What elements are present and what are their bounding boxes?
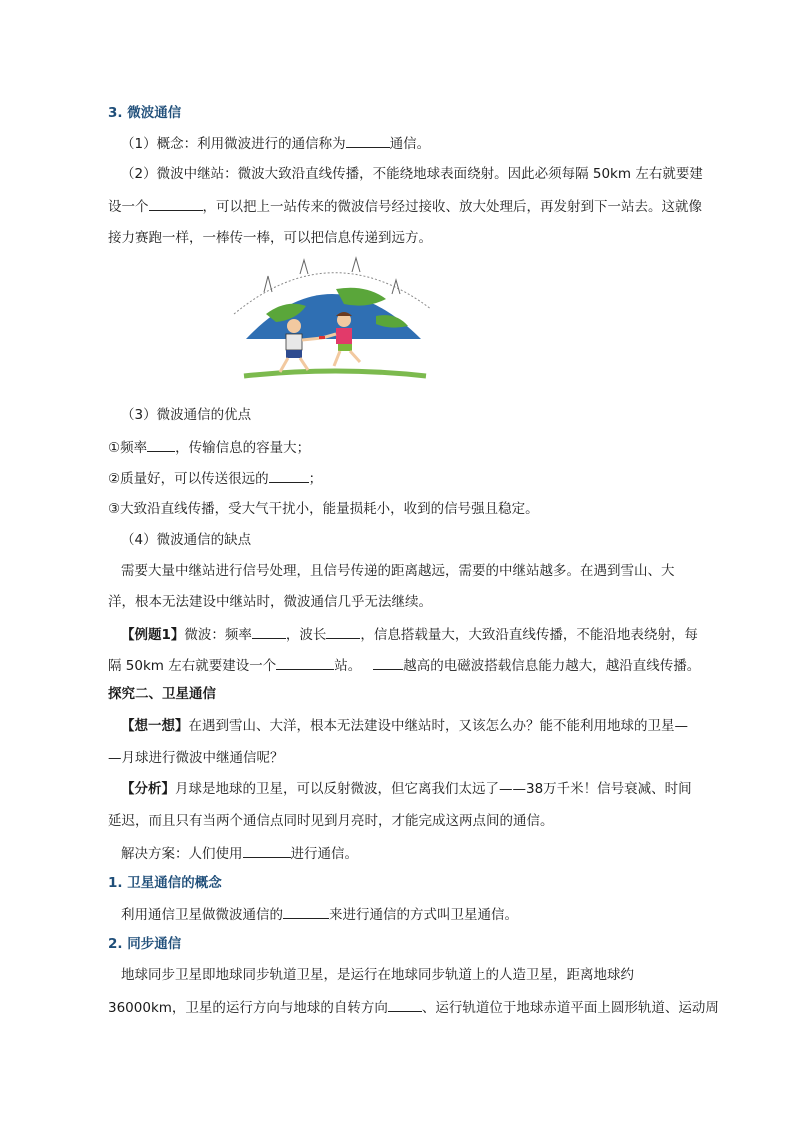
advantage-1: ①频率 ，传输信息的容量大； (108, 437, 310, 458)
answer-blank (269, 468, 309, 483)
answer-blank (373, 655, 403, 670)
example-line-2: 隔 50km 左右就要建设一个 站。 越高的电磁波搭载信息能力越大，越沿直线传播。 (108, 655, 700, 676)
advantage-2: ②质量好，可以传送很远的 ； (108, 468, 322, 489)
disadvantages-heading: （4）微波通信的缺点 (121, 532, 252, 548)
relay-line-1: （2）微波中继站：微波大致沿直线传播，不能绕地球表面绕射。因此必须每隔 50km 左右就要建 (121, 166, 703, 182)
think-label: 【想一想】 (121, 718, 189, 734)
relay-line-3: 接力赛跑一样，一棒传一棒，可以把信息传递到远方。 (108, 230, 432, 246)
answer-blank (149, 196, 203, 211)
solution-line: 解决方案：人们使用 进行通信。 (121, 843, 358, 864)
relay-race-illustration (226, 254, 436, 386)
example-line-1: 【例题1】微波：频率 ，波长 ，信息搭载量大，大致沿直线传播，不能沿地表绕射，每 (121, 624, 698, 645)
answer-blank (388, 997, 422, 1012)
section-title-microwave: 3. 微波通信 (108, 105, 182, 121)
answer-blank (326, 624, 360, 639)
satellite-concept-title: 1. 卫星通信的概念 (108, 875, 222, 891)
answer-blank (243, 843, 291, 858)
think-line-2: —月球进行微波中继通信呢？ (108, 750, 284, 766)
concept-text: （1）概念：利用微波进行的通信称为 (121, 136, 346, 152)
analysis-line-2: 延迟，而且只有当两个通信点同时见到月亮时，才能完成这两点间的通信。 (108, 813, 554, 829)
answer-blank (147, 437, 175, 452)
satellite-concept-line: 利用通信卫星做微波通信的 来进行通信的方式叫卫星通信。 (121, 904, 518, 925)
answer-blank (283, 904, 329, 919)
sync-line-1: 地球同步卫星即地球同步轨道卫星，是运行在地球同步轨道上的人造卫星，距离地球约 (121, 967, 634, 983)
answer-blank (346, 133, 390, 148)
analysis-line-1: 【分析】月球是地球的卫星，可以反射微波，但它离我们太远了——38万千米！信号衰减、时间 (121, 781, 692, 797)
advantage-3: ③大致沿直线传播，受大气干扰小，能量损耗小，收到的信号强且稳定。 (108, 501, 539, 517)
sync-title: 2. 同步通信 (108, 936, 182, 952)
answer-blank (252, 624, 286, 639)
disadvantage-line-2: 洋，根本无法建设中继站时，微波通信几乎无法继续。 (108, 594, 432, 610)
concept-text-end: 通信。 (389, 136, 431, 152)
concept-line (121, 133, 430, 154)
analysis-label: 【分析】 (121, 781, 175, 797)
think-line-1: 【想一想】在遇到雪山、大洋，根本无法建设中继站时，又该怎么办？能不能利用地球的卫星— (121, 718, 688, 734)
section-title-satellite: 探究二、卫星通信 (108, 686, 216, 702)
example-label: 【例题1】 (121, 627, 185, 643)
advantages-heading: （3）微波通信的优点 (121, 407, 252, 423)
disadvantage-line-1: 需要大量中继站进行信号处理，且信号传递的距离越远，需要的中继站越多。在遇到雪山、大 (121, 563, 675, 579)
sync-line-2: 36000km，卫星的运行方向与地球的自转方向 、运行轨道位于地球赤道平面上圆形轨道、运动周 (108, 997, 719, 1018)
answer-blank (276, 655, 334, 670)
relay-line-2: 设一个 ，可以把上一站传来的微波信号经过接收、放大处理后，再发射到下一站去。这就像 (108, 196, 702, 217)
